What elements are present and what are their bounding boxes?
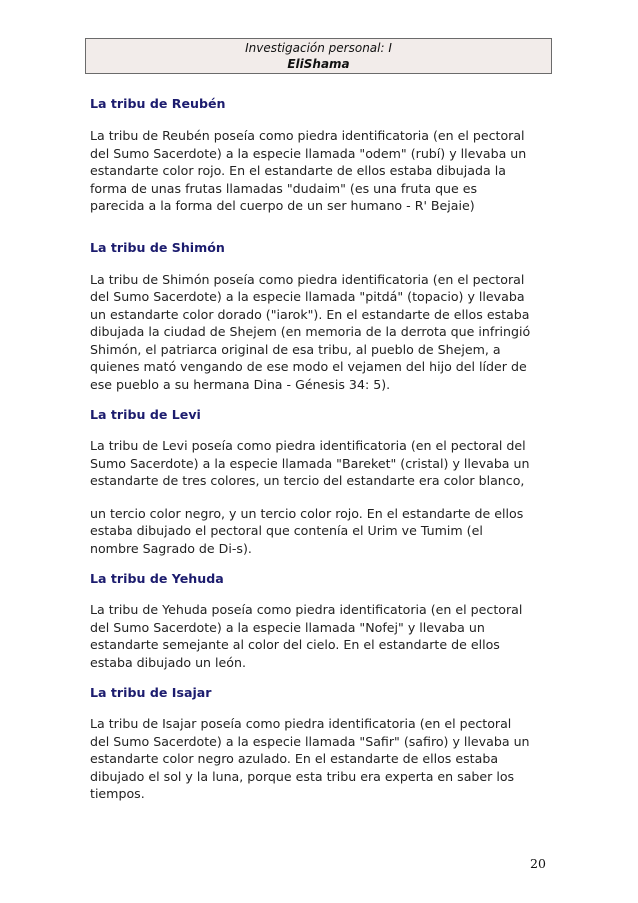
text-line: un estandarte color dorado ("iarok"). En el estandarte de ellos estaba xyxy=(90,306,530,322)
section-paragraph-continued xyxy=(90,505,550,558)
section-heading: La tribu de Reubén xyxy=(90,96,226,111)
text-line: Sumo Sacerdote) a la especie llamada "Bareket" (cristal) y llevaba un xyxy=(90,455,530,471)
text-line: La tribu de Reubén poseía como piedra identificatoria (en el pectoral xyxy=(90,128,525,143)
section-heading: La tribu de Yehuda xyxy=(90,571,224,586)
section-paragraph xyxy=(90,601,550,671)
text-line: dibujada la ciudad de Shejem (en memoria de la derrota que infringió xyxy=(90,324,531,339)
text-line: tiempos. xyxy=(90,786,145,801)
section-paragraph xyxy=(90,127,550,215)
text-line: del Sumo Sacerdote) a la especie llamada "pitdá" (topacio) y llevaba xyxy=(90,289,525,304)
text-line: estaba dibujado un león. xyxy=(90,654,246,670)
page-header xyxy=(85,38,552,74)
text-line: quienes mató vengando de ese modo el vejamen del hijo del líder de xyxy=(90,359,527,374)
section-paragraph xyxy=(90,271,550,394)
section-reuben xyxy=(90,96,550,215)
text-line: ese pueblo a su hermana Dina - Génesis 34: 5). xyxy=(90,376,391,392)
document-body xyxy=(90,96,550,803)
text-line: La tribu de Isajar poseía como piedra identificatoria (en el pectoral xyxy=(90,716,512,731)
text-line: estandarte color negro azulado. En el estandarte de ellos estaba xyxy=(90,751,499,766)
text-line: nombre Sagrado de Di-s). xyxy=(90,540,252,556)
text-line: dibujado el sol y la luna, porque esta tribu era experta en saber los xyxy=(90,768,515,784)
section-paragraph xyxy=(90,437,550,490)
section-heading: La tribu de Isajar xyxy=(90,685,212,700)
text-line: del Sumo Sacerdote) a la especie llamada "Safir" (safiro) y llevaba un xyxy=(90,733,530,749)
text-line: estandarte de tres colores, un tercio del estandarte era color blanco, xyxy=(90,473,525,488)
section-levi xyxy=(90,407,550,557)
section-isajar xyxy=(90,685,550,803)
section-yehuda xyxy=(90,571,550,671)
section-heading: La tribu de Levi xyxy=(90,407,201,422)
section-shimon xyxy=(90,240,550,394)
text-line: un tercio color negro, y un tercio color rojo. En el estandarte de ellos xyxy=(90,505,524,521)
text-line: del Sumo Sacerdote) a la especie llamada "odem" (rubí) y llevaba un xyxy=(90,145,527,161)
text-line: forma de unas frutas llamadas "dudaim" (es una fruta que es xyxy=(90,180,478,196)
text-line: estandarte semejante al color del cielo. En el estandarte de ellos xyxy=(90,637,500,652)
text-line: estaba dibujado el pectoral que contenía el Urim ve Tumim (el xyxy=(90,523,483,538)
text-line: La tribu de Yehuda poseía como piedra identificatoria (en el pectoral xyxy=(90,602,523,617)
text-line: Shimón, el patriarca original de esa tribu, al pueblo de Shejem, a xyxy=(90,341,501,357)
header-title: Investigación personal: I xyxy=(245,41,392,55)
header-author: EliShama xyxy=(287,57,350,71)
section-paragraph xyxy=(90,715,550,803)
page-number: 20 xyxy=(530,856,546,871)
text-line: La tribu de Levi poseía como piedra identificatoria (en el pectoral del xyxy=(90,438,526,453)
text-line: parecida a la forma del cuerpo de un ser humano - R' Bejaie) xyxy=(90,198,475,213)
text-line: estandarte color rojo. En el estandarte de ellos estaba dibujada la xyxy=(90,163,506,178)
text-line: La tribu de Shimón poseía como piedra identificatoria (en el pectoral xyxy=(90,271,525,287)
section-heading: La tribu de Shimón xyxy=(90,239,225,255)
text-line: del Sumo Sacerdote) a la especie llamada "Nofej" y llevaba un xyxy=(90,619,485,635)
